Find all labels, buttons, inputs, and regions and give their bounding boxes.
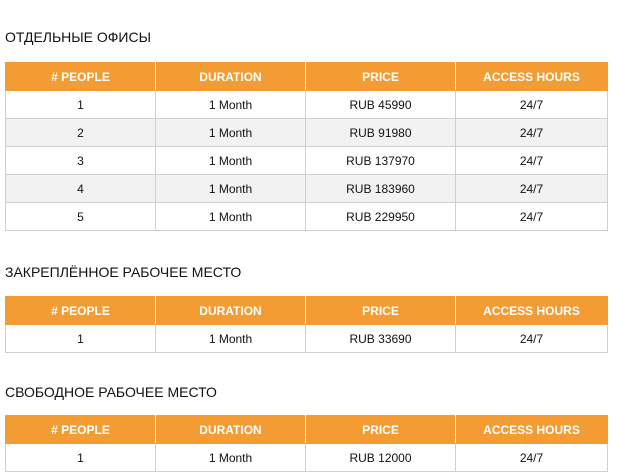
cell-duration: 1 Month bbox=[156, 175, 306, 203]
pricing-table-dedicated-desk bbox=[5, 296, 608, 353]
column-header-duration: DURATION bbox=[156, 63, 306, 91]
table-row bbox=[6, 175, 608, 203]
cell-duration: 1 Month bbox=[156, 444, 306, 472]
cell-access-hours: 24/7 bbox=[456, 147, 608, 175]
column-header-access-hours: ACCESS HOURS bbox=[456, 416, 608, 444]
table-row bbox=[6, 91, 608, 119]
cell-access-hours: 24/7 bbox=[456, 444, 608, 472]
column-header-people: # PEOPLE bbox=[6, 297, 156, 325]
cell-access-hours: 24/7 bbox=[456, 175, 608, 203]
cell-access-hours: 24/7 bbox=[456, 325, 608, 353]
table-row bbox=[6, 444, 608, 472]
table-header-row bbox=[6, 63, 608, 91]
cell-price: RUB 229950 bbox=[306, 203, 456, 231]
cell-duration: 1 Month bbox=[156, 203, 306, 231]
pricing-table-private-offices bbox=[5, 62, 608, 231]
cell-people: 5 bbox=[6, 203, 156, 231]
column-header-access-hours: ACCESS HOURS bbox=[456, 297, 608, 325]
cell-duration: 1 Month bbox=[156, 91, 306, 119]
column-header-duration: DURATION bbox=[156, 416, 306, 444]
cell-access-hours: 24/7 bbox=[456, 203, 608, 231]
cell-people: 1 bbox=[6, 91, 156, 119]
cell-people: 1 bbox=[6, 325, 156, 353]
cell-access-hours: 24/7 bbox=[456, 91, 608, 119]
table-row bbox=[6, 203, 608, 231]
column-header-price: PRICE bbox=[306, 416, 456, 444]
cell-people: 3 bbox=[6, 147, 156, 175]
cell-price: RUB 183960 bbox=[306, 175, 456, 203]
column-header-people: # PEOPLE bbox=[6, 63, 156, 91]
cell-price: RUB 91980 bbox=[306, 119, 456, 147]
cell-people: 2 bbox=[6, 119, 156, 147]
cell-price: RUB 12000 bbox=[306, 444, 456, 472]
cell-access-hours: 24/7 bbox=[456, 119, 608, 147]
section-title-private-offices: ОТДЕЛЬНЫЕ ОФИСЫ bbox=[5, 29, 152, 45]
cell-price: RUB 33690 bbox=[306, 325, 456, 353]
cell-people: 1 bbox=[6, 444, 156, 472]
cell-duration: 1 Month bbox=[156, 147, 306, 175]
table-row bbox=[6, 119, 608, 147]
cell-duration: 1 Month bbox=[156, 119, 306, 147]
cell-price: RUB 137970 bbox=[306, 147, 456, 175]
table-header-row bbox=[6, 297, 608, 325]
table-row bbox=[6, 325, 608, 353]
cell-duration: 1 Month bbox=[156, 325, 306, 353]
column-header-access-hours: ACCESS HOURS bbox=[456, 63, 608, 91]
section-title-dedicated-desk: ЗАКРЕПЛЁННОЕ РАБОЧЕЕ МЕСТО bbox=[5, 264, 242, 280]
column-header-people: # PEOPLE bbox=[6, 416, 156, 444]
table-header-row bbox=[6, 416, 608, 444]
cell-people: 4 bbox=[6, 175, 156, 203]
column-header-price: PRICE bbox=[306, 63, 456, 91]
column-header-duration: DURATION bbox=[156, 297, 306, 325]
table-row bbox=[6, 147, 608, 175]
section-title-hot-desk: СВОБОДНОЕ РАБОЧЕЕ МЕСТО bbox=[5, 384, 217, 400]
pricing-table-hot-desk bbox=[5, 415, 608, 472]
column-header-price: PRICE bbox=[306, 297, 456, 325]
cell-price: RUB 45990 bbox=[306, 91, 456, 119]
